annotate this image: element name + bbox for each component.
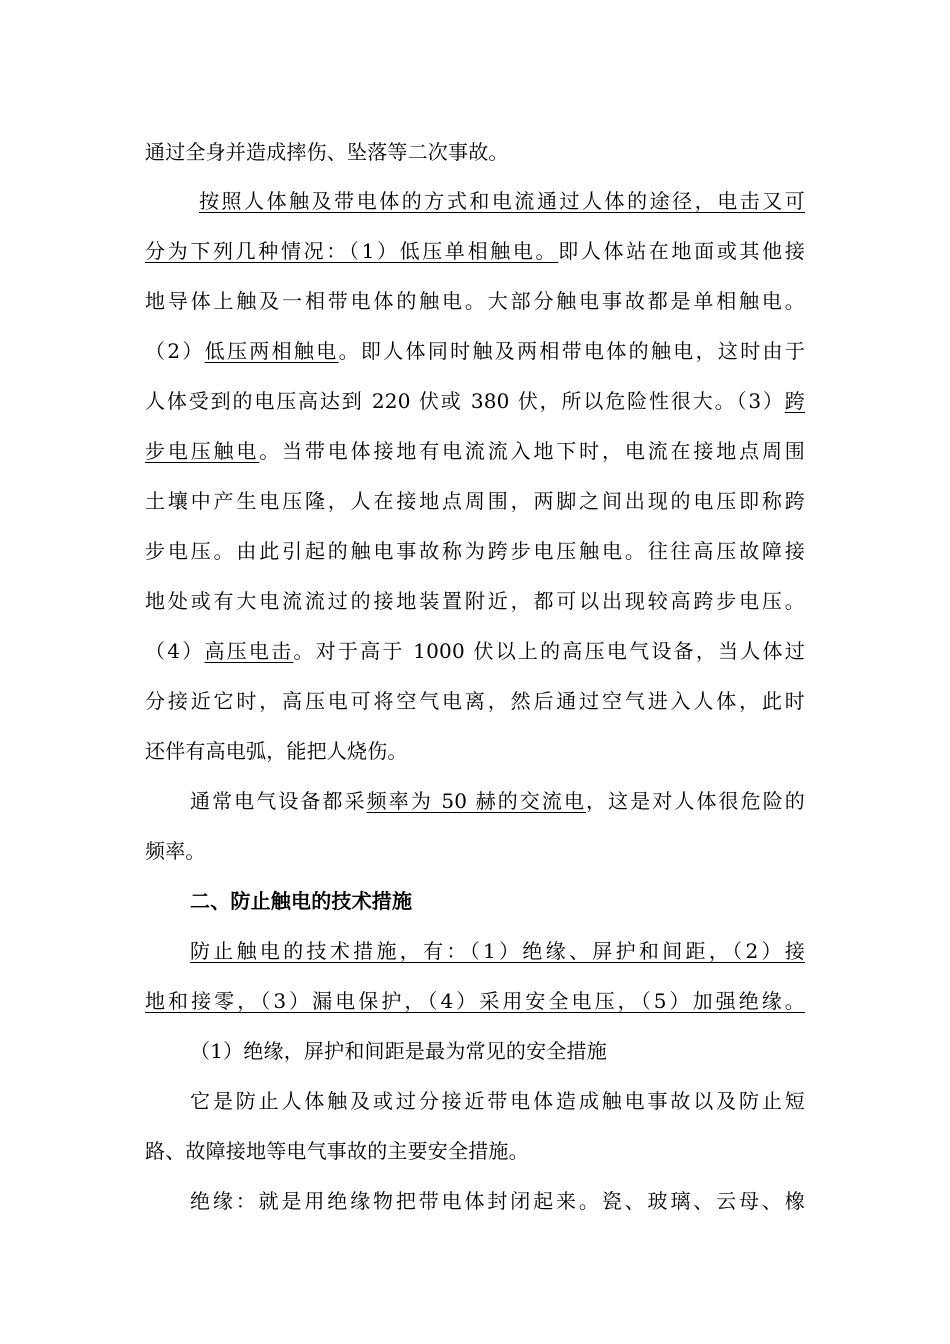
underlined-text: 步电压触电 [145, 439, 260, 463]
paragraph-line [145, 587, 805, 615]
text-span: 分接近它时，高压电可将空气电离，然后通过空气进入人体，此时 [145, 689, 805, 713]
text-span: 频率。 [145, 839, 206, 863]
text-span: ，这是对人体很危险的 [586, 789, 805, 813]
text-span: 还伴有高电弧，能把人烧伤。 [145, 739, 408, 763]
underlined-text: 地和接零，（3）漏电保护，（4）采用安全电压，（5）加强绝缘。 [145, 989, 805, 1013]
paragraph-line [145, 387, 805, 415]
paragraph-line [145, 1137, 805, 1165]
paragraph-line [145, 487, 805, 515]
text-span: 路、故障接地等电气事故的主要安全措施。 [145, 1139, 529, 1163]
paragraph-line [145, 837, 805, 865]
underlined-text: 低压两相触电 [204, 339, 339, 363]
text-span: 。即人体同时触及两相带电体的触电，这时由于 [338, 339, 805, 363]
paragraph-line [145, 987, 805, 1015]
underlined-text: 按照人体触及带电体的方式和电流通过人体的途径，电击又可 [199, 189, 805, 213]
paragraph-line [145, 287, 805, 315]
paragraph-line [199, 187, 805, 215]
text-span: 它是防止人体触及或过分接近带电体造成触电事故以及防止短 [190, 1089, 805, 1113]
text-span: 地导体上触及一相带电体的触电。大部分触电事故都是单相触电。 [145, 289, 805, 313]
text-span: 通常电气设备都采 [190, 789, 367, 813]
paragraph-line [190, 1087, 805, 1115]
text-span: 。对于高于 1000 伏以上的高压电气设备，当人体过 [293, 639, 805, 663]
paragraph-line [145, 337, 805, 365]
paragraph-line [145, 138, 805, 166]
paragraph-line [190, 787, 805, 815]
underlined-text: 高压电击 [204, 639, 294, 663]
text-span: 即人体站在地面或其他接 [558, 239, 805, 263]
paragraph-line [145, 637, 805, 665]
text-span: （1）绝缘，屏护和间距是最为常见的安全措施 [190, 1039, 607, 1063]
section-heading [190, 887, 805, 915]
paragraph-line [190, 1187, 805, 1215]
text-span: 通过全身并造成摔伤、坠落等二次事故。 [145, 140, 509, 164]
text-span: （4） [145, 639, 205, 663]
paragraph-line [145, 537, 805, 565]
text-span: 地处或有大电流流过的接地装置附近，都可以出现较高跨步电压。 [145, 589, 805, 613]
underlined-text: 分为下列几种情况：（1）低压单相触电。 [145, 239, 559, 263]
paragraph-line [190, 1037, 805, 1065]
text-span: 人体受到的电压高达到 220 伏或 380 伏，所以危险性很大。（3） [145, 389, 785, 413]
paragraph-line [145, 237, 805, 265]
text-span: 绝缘：就是用绝缘物把带电体封闭起来。瓷、玻璃、云母、橡 [190, 1189, 805, 1213]
text-span: 步电压。由此引起的触电事故称为跨步电压触电。往往高压故障接 [145, 539, 805, 563]
paragraph-line [145, 437, 805, 465]
paragraph-line [190, 937, 805, 965]
text-span: （2） [145, 339, 205, 363]
paragraph-line [145, 687, 805, 715]
text-span: 。当带电体接地有电流流入地下时，电流在接地点周围 [259, 439, 805, 463]
underlined-text: 跨 [784, 389, 805, 413]
underlined-text: 防止触电的技术措施，有：（1）绝缘、屏护和间距，（2）接 [190, 939, 805, 963]
underlined-text: 频率为 50 赫的交流电 [366, 789, 587, 813]
text-span: 土壤中产生电压隆，人在接地点周围，两脚之间出现的电压即称跨 [145, 489, 805, 513]
heading-text: 二、防止触电的技术措施 [190, 889, 413, 913]
paragraph-line [145, 737, 805, 765]
